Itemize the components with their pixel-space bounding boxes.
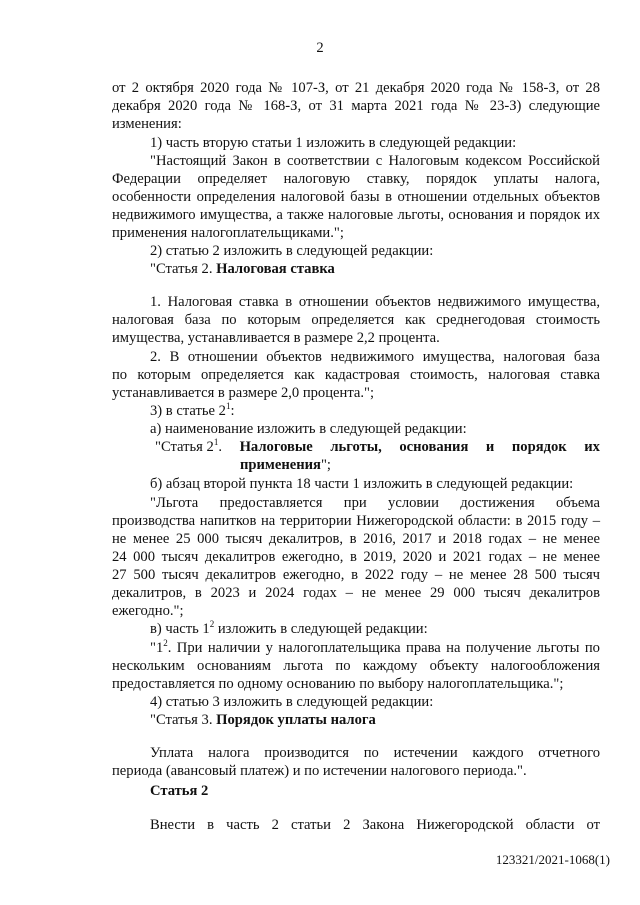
word: у — [265, 640, 273, 656]
text-line: периода (авансовый платеж) и по истечении налогового периода.". — [112, 763, 527, 779]
text-line: применения налогоплательщиками."; — [112, 225, 344, 241]
word: наличии — [207, 640, 261, 656]
word: налогоплательщика — [278, 640, 401, 656]
para-1-2-number: "$1^2$. — [150, 638, 172, 656]
text-line: 2) статью 2 изложить в следующей редакции: — [150, 243, 434, 259]
item-3: 3) в статье $2^1$: — [150, 401, 235, 419]
section-heading: Статья 2 — [150, 783, 209, 799]
text-line: ежегодно."; — [112, 603, 184, 619]
item-3a: а) наименование изложить в следующей редакции: — [150, 421, 467, 437]
word: льготы — [536, 640, 580, 656]
text-line: предоставляется по одному основанию по выбору налогоплательщика."; — [112, 676, 564, 692]
text-line: 27 500 тысяч декалитров ежегодно, в 2022 году – не менее 28 500 тысяч — [112, 567, 600, 583]
word: получение — [465, 640, 532, 656]
paragraph-1-2 — [150, 639, 600, 657]
text-line: имущества, устанавливается в размере 2,2 процента. — [112, 330, 440, 346]
text-line: от 2 октября 2020 года № 107-З, от 21 декабря 2020 года № 158-З, от 28 — [112, 80, 600, 96]
item-3v: в) часть $1^2$ изложить в следующей редакции: — [150, 619, 428, 637]
text-line: производства напитков на территории Нижегородской области: в 2015 году – — [112, 513, 600, 529]
text-line: декабря 2020 года № 168-З, от 31 марта 2021 года № 23-З) следующие — [112, 98, 600, 114]
word: права — [406, 640, 441, 656]
text-line: недвижимого имущества, а также налоговые льготы, основания и порядок их — [112, 207, 600, 223]
text-line: особенности определения налоговой базы в отношении отдельных объектов — [112, 189, 600, 205]
text-line: не менее 25 000 тысяч декалитров, в 2016, 2017 и 2018 годах – не менее — [112, 531, 600, 547]
text-line: нескольким основаниям льгота по каждому объекту налогообложения — [112, 658, 600, 674]
document-code: 123321/2021-1068(1) — [495, 852, 610, 867]
word: по — [584, 640, 600, 656]
text-line: "Настоящий Закон в соответствии с Налоговым кодексом Российской — [150, 153, 600, 169]
text-line: 1. Налоговая ставка в отношении объектов недвижимого имущества, — [150, 294, 600, 310]
article-2-1-heading-cont: применения"; — [240, 457, 331, 473]
text-line: декалитров, в 2023 и 2024 годах – не менее 29 000 тысяч декалитров — [112, 585, 600, 601]
word: При — [176, 640, 203, 656]
text-line: 4) статью 3 изложить в следующей редакции: — [150, 694, 434, 710]
article-3-heading: "Статья 3. Порядок уплаты налога — [150, 712, 376, 728]
text-line: 1) часть вторую статьи 1 изложить в следующей редакции: — [150, 135, 517, 151]
item-3b: б) абзац второй пункта 18 части 1 изложить в следующей редакции: — [150, 476, 574, 492]
text-line: 2. В отношении объектов недвижимого имущества, налоговая база — [150, 349, 600, 365]
text-line: Федерации определяет налоговую ставку, порядок уплаты налога, — [112, 171, 600, 187]
text-line: 24 000 тысяч декалитров ежегодно, в 2019, 2020 и 2021 годах – не менее — [112, 549, 600, 565]
text-line: изменения: — [112, 116, 182, 132]
word: на — [446, 640, 461, 656]
last-line: Внести в часть 2 статьи 2 Закона Нижегородской области от — [150, 817, 600, 833]
article-2-heading: "Статья 2. Налоговая ставка — [150, 261, 335, 277]
article-2-1-heading: "Статья $2^1$. Налоговые льготы, основания и порядок их — [155, 437, 600, 455]
page-number: 2 — [316, 40, 324, 56]
text-line: по которым определяется как кадастровая стоимость, налоговая ставка — [112, 367, 600, 383]
text-line: налоговая база по которым определяется как среднегодовая стоимость — [112, 312, 600, 328]
text-line: Уплата налога производится по истечении каждого отчетного — [150, 745, 600, 761]
text-line: "Льгота предоставляется при условии достижения объема — [150, 495, 600, 511]
text-line: устанавливается в размере 2,0 процента."; — [112, 385, 375, 401]
